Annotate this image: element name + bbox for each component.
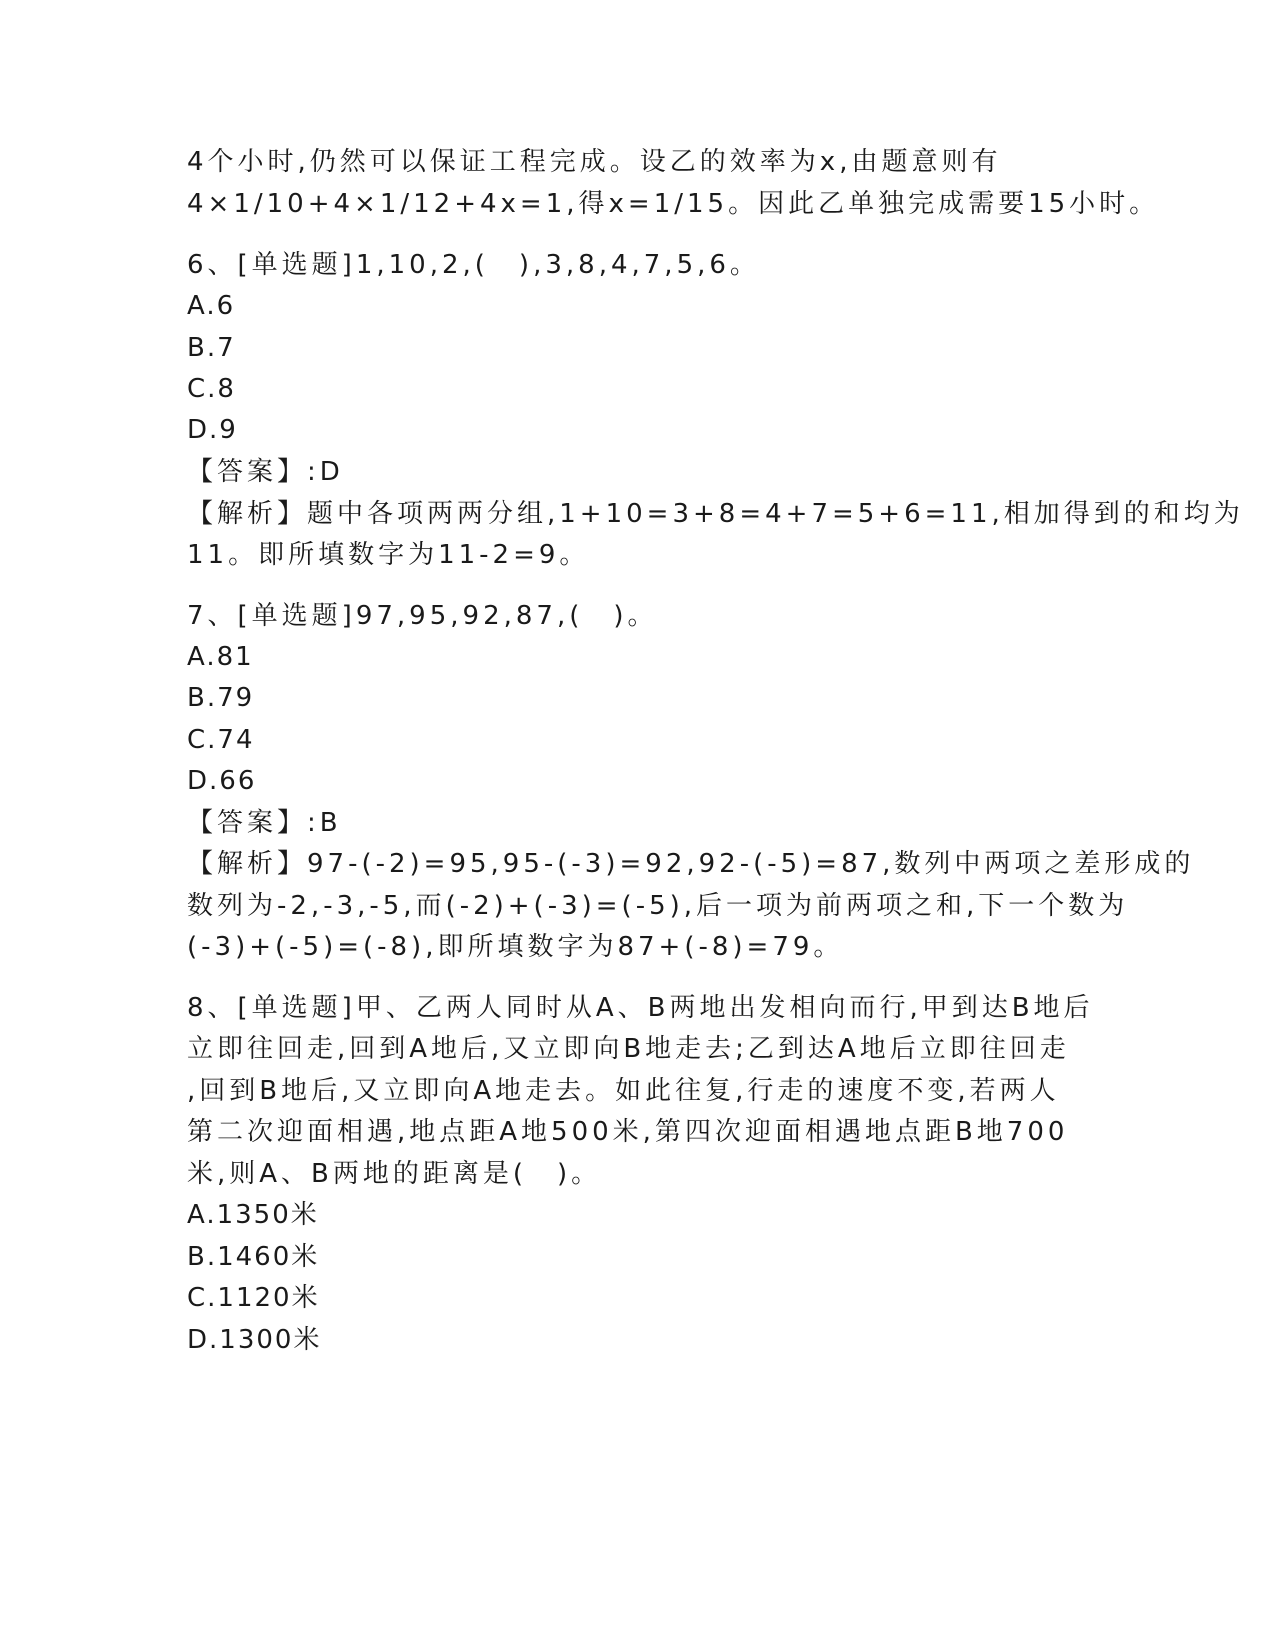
question-7-option-b: B.79	[187, 683, 255, 713]
question-6-option-d: D.9	[187, 415, 238, 445]
question-8-stem-line: 立即往回走,回到A地后,又立即向B地走去;乙到达A地后立即往回走	[187, 1034, 1070, 1064]
question-8-stem-line: 第二次迎面相遇,地点距A地500米,第四次迎面相遇地点距B地700	[187, 1117, 1069, 1147]
question-6-option-b: B.7	[187, 333, 236, 363]
question-8-stem-line: 米,则A、B两地的距离是( )。	[187, 1159, 602, 1189]
question-6-answer: 【答案】:D	[187, 457, 344, 487]
question-7-option-a: A.81	[187, 642, 254, 672]
question-6-option-c: C.8	[187, 374, 236, 404]
question-6-option-a: A.6	[187, 291, 236, 321]
question-8-option-c: C.1120米	[187, 1283, 320, 1313]
question-7-analysis-line: 【解析】97-(-2)=95,95-(-3)=92,92-(-5)=87,数列中两项之差形成的	[187, 849, 1195, 879]
continuation-line: 4个小时,仍然可以保证工程完成。设乙的效率为x,由题意则有	[187, 147, 1002, 177]
question-8-stem-line: ,回到B地后,又立即向A地走去。如此往复,行走的速度不变,若两人	[187, 1076, 1060, 1106]
question-6-stem: 6、[单选题]1,10,2,( ),3,8,4,7,5,6。	[187, 250, 760, 280]
question-6-analysis-line: 11。即所填数字为11-2=9。	[187, 540, 590, 570]
question-7-answer: 【答案】:B	[187, 808, 342, 838]
question-8-option-b: B.1460米	[187, 1242, 320, 1272]
question-7-analysis-line: (-3)+(-5)=(-8),即所填数字为87+(-8)=79。	[187, 932, 844, 962]
continuation-line: 4×1/10+4×1/12+4x=1,得x=1/15。因此乙单独完成需要15小时。	[187, 189, 1160, 219]
question-7-analysis-line: 数列为-2,-3,-5,而(-2)+(-3)=(-5),后一项为前两项之和,下一个数为	[187, 891, 1129, 921]
question-8-option-a: A.1350米	[187, 1200, 319, 1230]
question-7-option-d: D.66	[187, 766, 257, 796]
question-7-stem: 7、[单选题]97,95,92,87,( )。	[187, 601, 658, 631]
question-6-analysis-line: 【解析】题中各项两两分组,1+10=3+8=4+7=5+6=11,相加得到的和均为	[187, 499, 1244, 529]
question-8-option-d: D.1300米	[187, 1325, 322, 1355]
question-8-stem-line: 8、[单选题]甲、乙两人同时从A、B两地出发相向而行,甲到达B地后	[187, 993, 1094, 1023]
question-7-option-c: C.74	[187, 725, 255, 755]
